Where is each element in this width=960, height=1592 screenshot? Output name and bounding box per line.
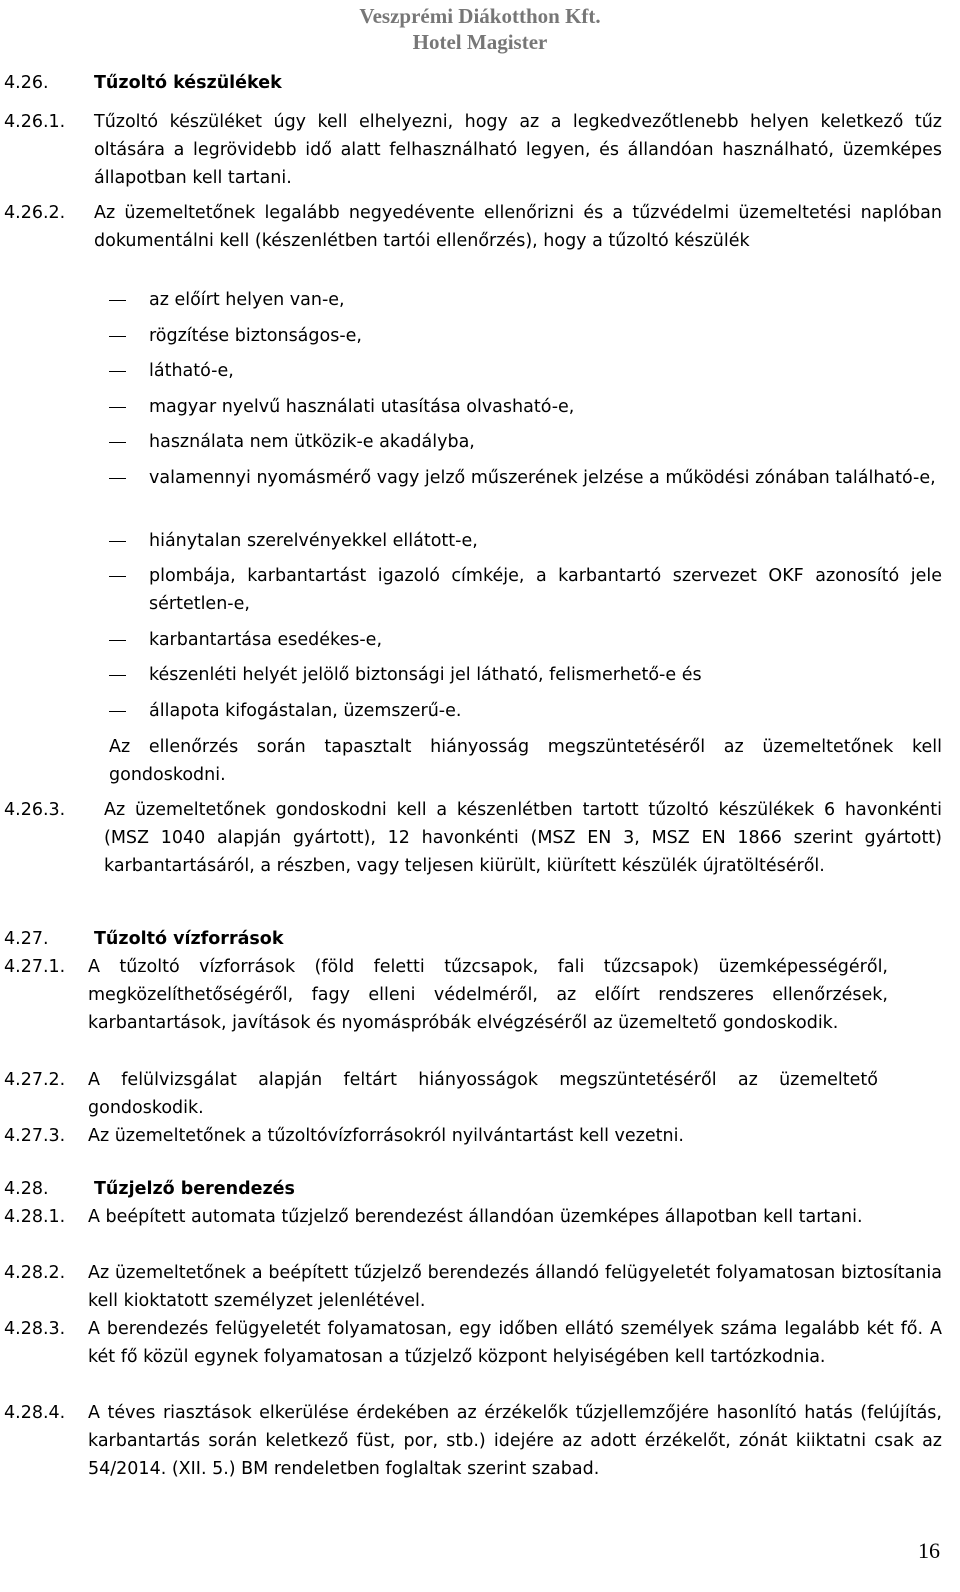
paragraph-text: A téves riasztások elkerülése érdekében az érzékelők tűzjellemzőjére hasonlító hatás (felújítás, karbantartás során keletkező füst, por, stb.) idejére az adott érzékelőt, zónát kiiktatni csak az 54/2014. (XII. 5.) BM rendeletben foglaltak szerint szabad. (88, 1403, 942, 1479)
paragraph-text: Az üzemeltetőnek gondoskodni kell a készenlétben tartott tűzoltó készülékek 6 havonkénti (MSZ 1040 alapján gyártott), 12 havonkénti (MSZ EN 3, MSZ EN 1866 szerint gyártott) karbantartásáról, a részben, vagy teljesen kiürült, kiürített készülék újratöltéséről. (104, 800, 942, 876)
list-dash (109, 576, 126, 577)
section-number: 4.27. (4, 929, 49, 949)
paragraph-number: 4.28.4. (4, 1403, 66, 1423)
paragraph-text: Az üzemeltetőnek a beépített tűzjelző berendezés állandó felügyeletét folyamatosan biztosítania kell kioktatott személyzet jelenlétével. (88, 1263, 942, 1311)
paragraph-number: 4.26.1. (4, 112, 66, 132)
list-dash (109, 336, 126, 337)
paragraph-text: Az ellenőrzés során tapasztalt hiányosság megszüntetéséről az üzemeltetőnek kell gondoskodni. (109, 737, 942, 785)
list-item: látható-e, (149, 361, 234, 381)
list-dash (109, 371, 126, 372)
section-title: Tűzjelző berendezés (94, 1179, 295, 1199)
list-item: készenléti helyét jelölő biztonsági jel látható, felismerhető-e és (149, 665, 702, 685)
paragraph-number: 4.27.2. (4, 1070, 66, 1090)
list-item: használata nem ütközik-e akadályba, (149, 432, 475, 452)
list-dash (109, 675, 126, 676)
paragraph-number: 4.28.2. (4, 1263, 66, 1283)
paragraph-number: 4.26.2. (4, 203, 66, 223)
paragraph-text: Az üzemeltetőnek a tűzoltóvízforrásokról nyilvántartást kell vezetni. (88, 1126, 684, 1146)
list-item: magyar nyelvű használati utasítása olvasható-e, (149, 397, 575, 417)
list-item: állapota kifogástalan, üzemszerű-e. (149, 701, 462, 721)
list-dash (109, 711, 126, 712)
paragraph-number: 4.27.1. (4, 957, 66, 977)
paragraph-text: A beépített automata tűzjelző berendezést állandóan üzemképes állapotban kell tartani. (88, 1207, 863, 1227)
list-dash (109, 478, 126, 479)
section-title: Tűzoltó vízforrások (94, 929, 284, 949)
paragraph-text: A tűzoltó vízforrások (föld feletti tűzcsapok, fali tűzcsapok) üzemképességéről, megközelíthetőségéről, fagy elleni védelméről, az előírt rendszeres ellenőrzések, karbantartások, javítások és nyomáspróbák elvégzéséről az üzemeltető gondoskodik. (88, 957, 888, 1033)
section-number: 4.26. (4, 73, 49, 93)
paragraph-number: 4.26.3. (4, 800, 66, 820)
paragraph-text: Tűzoltó készüléket úgy kell elhelyezni, hogy az a legkedvezőtlenebb helyen keletkező tűz oltására a legrövidebb idő alatt felhasználható legyen, és állandóan használható, üzemképes állapotban kell tartani. (94, 112, 942, 188)
list-item: plombája, karbantartást igazoló címkéje, a karbantartó szervezet OKF azonosító jele sértetlen-e, (149, 566, 942, 614)
list-item: hiánytalan szerelvényekkel ellátott-e, (149, 531, 478, 551)
list-dash (109, 640, 126, 641)
page-number: 16 (918, 1538, 940, 1563)
paragraph-text: Az üzemeltetőnek legalább negyedévente ellenőrizni és a tűzvédelmi üzemeltetési naplóban dokumentálni kell (készenlétben tartói ellenőrzés), hogy a tűzoltó készülék (94, 203, 942, 251)
paragraph-text: A berendezés felügyeletét folyamatosan, egy időben ellátó személyek száma legalább két fő. A két fő közül egynek folyamatosan a tűzjelző központ helyiségében kell tartózkodnia. (88, 1319, 942, 1367)
paragraph-number: 4.28.3. (4, 1319, 66, 1339)
list-item: az előírt helyen van-e, (149, 290, 345, 310)
header-company: Veszprémi Diákotthon Kft. (359, 4, 601, 28)
paragraph-number: 4.28.1. (4, 1207, 66, 1227)
list-dash (109, 300, 126, 301)
list-item: valamennyi nyomásmérő vagy jelző műszerének jelzése a működési zónában található-e, (149, 468, 936, 488)
section-number: 4.28. (4, 1179, 49, 1199)
paragraph-number: 4.27.3. (4, 1126, 66, 1146)
list-dash (109, 541, 126, 542)
list-item: karbantartása esedékes-e, (149, 630, 383, 650)
list-dash (109, 442, 126, 443)
header-hotel: Hotel Magister (412, 30, 548, 54)
list-dash (109, 407, 126, 408)
paragraph-text: A felülvizsgálat alapján feltárt hiányosságok megszüntetéséről az üzemeltető gondoskodik. (88, 1070, 878, 1118)
list-item: rögzítése biztonságos-e, (149, 326, 362, 346)
section-title: Tűzoltó készülékek (94, 73, 282, 93)
